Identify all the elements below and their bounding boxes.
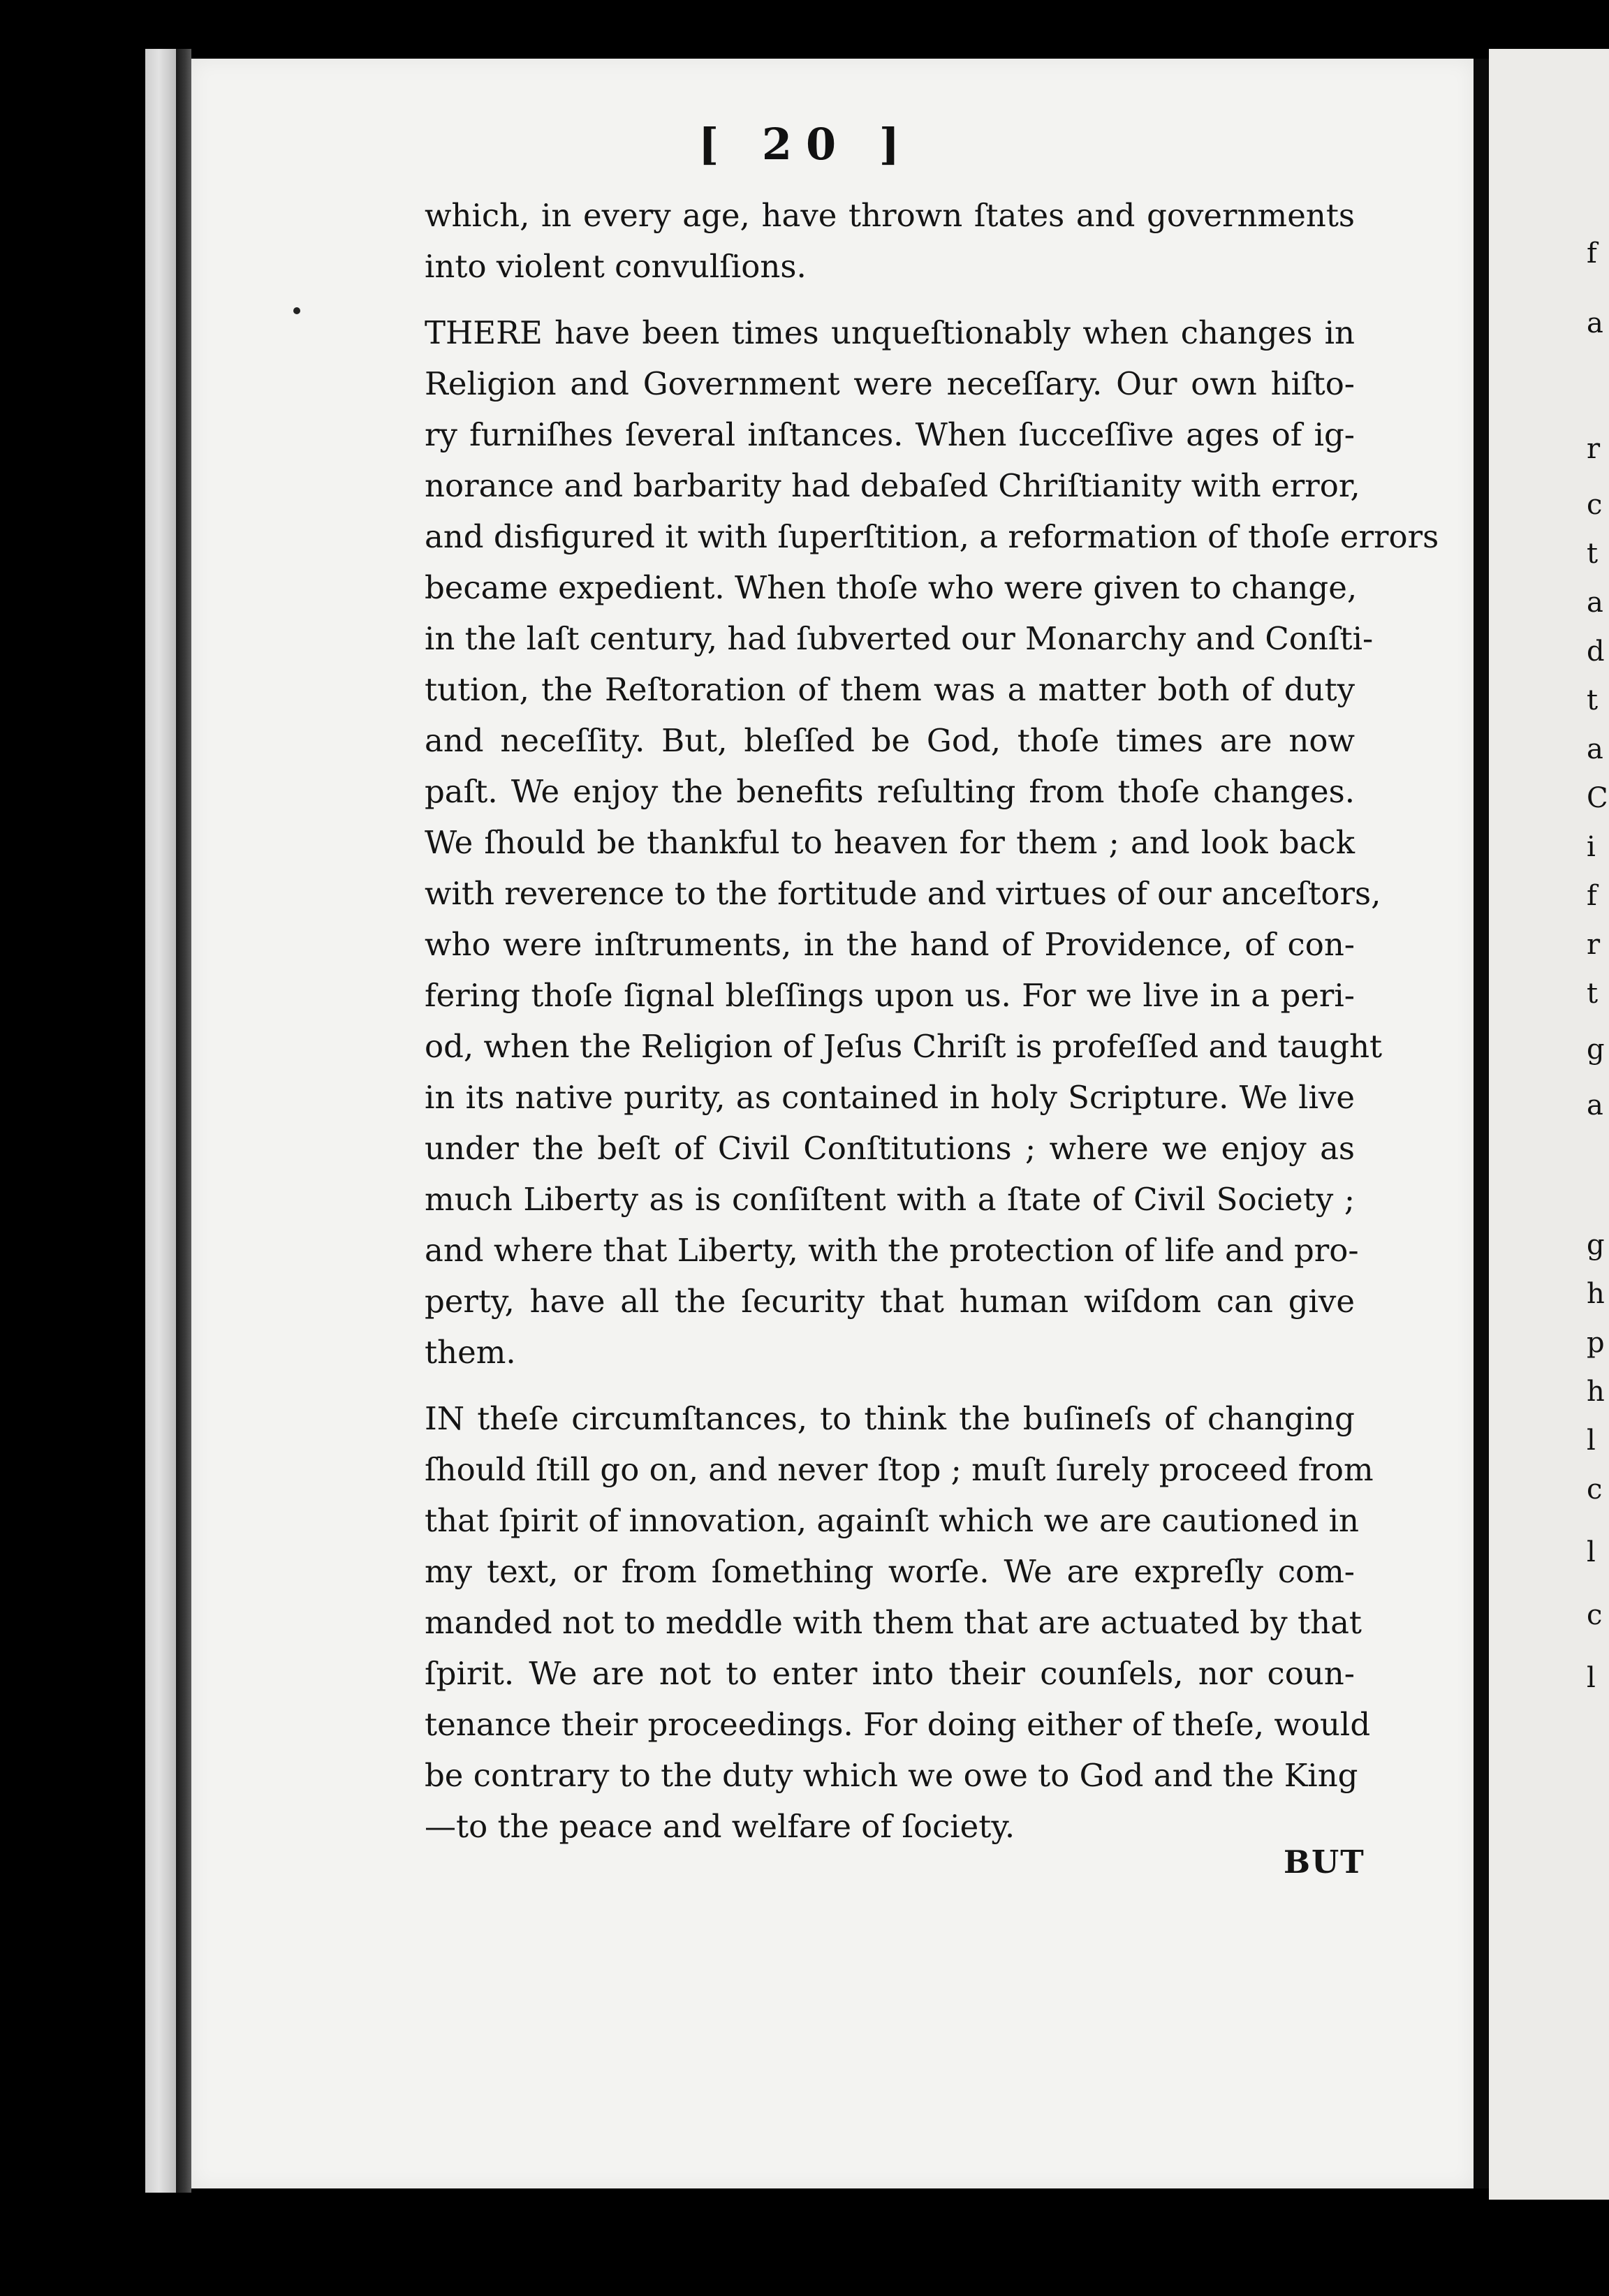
text-line: under the beſt of Civil Conſtitutions ; where we enjoy as [425,1130,1355,1167]
text-line: paſt. We enjoy the benefits reſulting from thoſe changes. [425,773,1355,810]
text-line: became expedient. When thoſe who were given to change, [425,569,1358,606]
facing-page-letter: c [1587,1473,1603,1506]
text-line: and disfigured it with ſuperſtition, a reformation of thoſe errors [425,518,1439,555]
facing-page-letter: c [1587,1599,1603,1631]
page-fold-margin [145,49,176,2193]
text-line: in its native purity, as contained in holy Scripture. We live [425,1079,1355,1116]
facing-page-letter: d [1587,635,1605,668]
text-line: ſpirit. We are not to enter into their counſels, nor coun- [425,1655,1355,1692]
text-line: who were inſtruments, in the hand of Providence, of con- [425,926,1355,963]
facing-page-letter: t [1587,684,1599,716]
facing-page-letter: g [1587,1033,1605,1066]
facing-page-letter: a [1587,587,1603,619]
text-line: perty, have all the ſecurity that human wiſdom can give [425,1283,1355,1320]
paragraph [425,1393,1374,1852]
text-line: fering thoſe ſignal bleſſings upon us. For we live in a peri- [425,977,1355,1014]
page-number: [ 20 ] [698,119,914,170]
page-fold-shadow [176,49,191,2193]
facing-page-letter: r [1587,929,1601,961]
facing-page-letter: t [1587,978,1599,1010]
text-line: —to the peace and welfare of ſociety. [425,1808,1015,1845]
text-line: and where that Liberty, with the protection of life and pro- [425,1232,1359,1269]
facing-page-letter: l [1587,1536,1596,1568]
text-line: manded not to meddle with them that are actuated by that [425,1604,1362,1641]
text-line: into violent convulſions. [425,248,807,285]
text-line: in the laſt century, had ſubverted our Monarchy and Conſti- [425,620,1374,657]
text-line: and neceſſity. But, bleſſed be God, thoſe times are now [425,722,1355,759]
facing-page-letter: a [1587,733,1603,765]
text-line: tenance their proceedings. For doing either of theſe, would [425,1706,1371,1743]
scan-border-bottom [0,2200,1609,2296]
facing-page-letter: l [1587,1662,1596,1694]
facing-page-letter: c [1587,489,1603,521]
facing-page-letter: a [1587,307,1603,339]
text-line: that ſpirit of innovation, againſt which we are cautioned in [425,1502,1360,1539]
text-line: THERE have been times unqueſtionably when changes in [425,314,1355,351]
book-gutter [1474,59,1489,2188]
facing-page-letter: r [1587,433,1601,465]
facing-page-letter: f [1587,880,1597,912]
text-line: which, in every age, have thrown ſtates and governments [425,197,1355,234]
text-line: tution, the Reſtoration of them was a matter both of duty [425,671,1355,708]
paragraph [425,190,1355,292]
paragraph [425,307,1439,1378]
text-line: We ſhould be thankful to heaven for them ; and look back [425,824,1355,861]
text-line: much Liberty as is conſiſtent with a ſtate of Civil Society ; [425,1181,1355,1218]
text-line: ſhould ſtill go on, and never ſtop ; muſt ſurely proceed from [425,1451,1374,1488]
facing-page-letter: h [1587,1376,1605,1408]
text-line: IN theſe circumſtances, to think the buſineſs of changing [425,1400,1355,1437]
facing-page-letter: a [1587,1089,1603,1121]
facing-page-letter: l [1587,1425,1596,1457]
text-line: be contrary to the duty which we owe to God and the King [425,1757,1358,1794]
text-line: Religion and Government were neceſſary. Our own hiſto- [425,365,1355,402]
facing-page-letter: g [1587,1229,1605,1261]
facing-page-letter: C [1587,782,1608,814]
text-line: od, when the Religion of Jeſus Chriſt is profeſſed and taught [425,1028,1383,1065]
text-line: norance and barbarity had debaſed Chriſtianity with error, [425,467,1360,504]
text-line: ry furniſhes ſeveral inſtances. When ſucceſſive ages of ig- [425,416,1355,453]
ink-speck [293,307,300,314]
page-body-text [425,190,1439,1867]
facing-page-letters [1587,0,1609,2296]
text-line: my text, or from ſomething worſe. We are expreſly com- [425,1553,1355,1590]
text-line: them. [425,1334,516,1371]
facing-page-letter: t [1587,538,1599,570]
facing-page-letter: f [1587,237,1597,270]
facing-page-letter: i [1587,831,1596,863]
facing-page-letter: h [1587,1278,1605,1310]
facing-page-letter: p [1587,1327,1605,1359]
text-line: with reverence to the fortitude and virtues of our anceſtors, [425,875,1381,912]
catchword: BUT [1284,1844,1365,1881]
